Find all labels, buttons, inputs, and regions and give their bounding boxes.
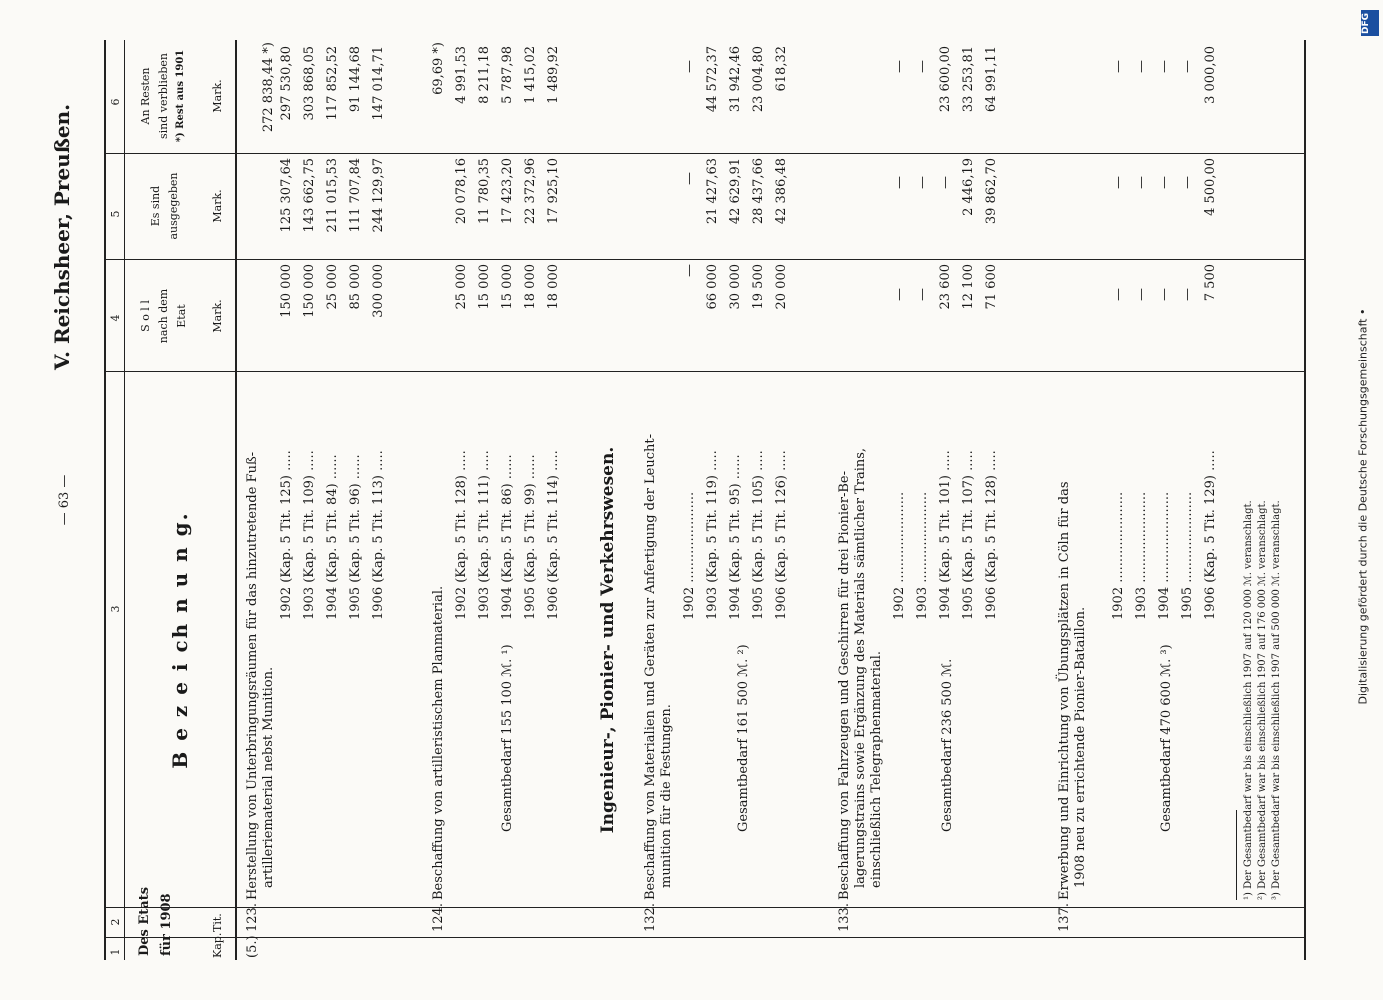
- s132-row-ausg: 21 427,63: [705, 158, 720, 225]
- s132-row-ausg: 42 629,91: [728, 158, 743, 225]
- s133-line1: Beschaffung von Fahrzeugen und Geschirren für drei Pionier-Be-: [837, 471, 852, 900]
- s137-row-rest: —: [1111, 60, 1126, 73]
- s124-row-ausg: 11 780,35: [477, 158, 492, 225]
- section-title: V. Reichsheer, Preußen.: [50, 103, 74, 370]
- s137-row-label: 1906 (Kap. 5 Tit. 129) .....: [1203, 450, 1218, 620]
- s132-row-soll: 30 000: [728, 264, 743, 310]
- s133-row-label: 1905 (Kap. 5 Tit. 107) .....: [961, 450, 976, 620]
- tit-124: 124.: [431, 903, 446, 932]
- col-number-5: 5: [109, 210, 122, 218]
- s137-row-ausg: —: [1180, 176, 1195, 189]
- table-top-rule: [104, 40, 106, 960]
- s132-row-label: 1904 (Kap. 5 Tit. 95) ......: [728, 454, 743, 620]
- s132-row-rest: —: [682, 60, 697, 73]
- s124-row-soll: 15 000: [500, 264, 515, 310]
- s123-row-label: 1904 (Kap. 5 Tit. 84) ......: [325, 454, 340, 620]
- head-soll-2: nach dem: [157, 288, 170, 344]
- head-ausg-1: Es sind: [149, 185, 162, 227]
- s124-row-soll: 18 000: [523, 264, 538, 310]
- head-ausg-unit: Mark.: [211, 189, 224, 223]
- s124-row-soll: 18 000: [546, 264, 561, 310]
- head-des-etats: Des Etats: [137, 886, 152, 956]
- s123-row-rest: 303 868,05: [302, 46, 317, 121]
- tit-137: 137.: [1057, 903, 1072, 932]
- s132-row-rest: 618,32: [774, 46, 789, 92]
- s137-row-soll: —: [1180, 288, 1195, 301]
- header-bottom-rule: [235, 40, 237, 960]
- footnote-3: ³) Der Gesamtbedarf war bis einschließlich 1907 auf 500 000 ℳ. veranschlagt.: [1271, 500, 1282, 900]
- s132-row-soll: —: [682, 264, 697, 277]
- s123-row-soll: 25 000: [325, 264, 340, 310]
- s123-row-rest: 297 530,80: [279, 46, 294, 121]
- s124-row-soll: 15 000: [477, 264, 492, 310]
- col-divider-3: [104, 371, 1304, 372]
- s133-row-ausg: —: [938, 176, 953, 189]
- s132-row-label: 1906 (Kap. 5 Tit. 126) .....: [774, 450, 789, 620]
- s137-row-label: 1902 ......................: [1111, 491, 1126, 620]
- s123-row-rest: 147 014,71: [371, 46, 386, 121]
- s137-row-soll: 7 500: [1203, 264, 1218, 302]
- s132-row-soll: 66 000: [705, 264, 720, 310]
- s123-row-rest: 117 852,52: [325, 46, 340, 121]
- s124-row-label: 1904 (Kap. 5 Tit. 86) ......: [500, 454, 515, 620]
- s132-line2: munition für die Festungen.: [659, 704, 674, 888]
- s133-row-rest: 64 991,11: [984, 46, 999, 113]
- tit-132: 132.: [643, 903, 658, 932]
- s124-row-rest: 1 489,92: [546, 46, 561, 104]
- tit-123: 123.: [245, 903, 260, 932]
- s124-row-label: 1905 (Kap. 5 Tit. 99) ......: [523, 454, 538, 620]
- s132-row-ausg: —: [682, 172, 697, 185]
- s133-total: Gesamtbedarf 236 500 ℳ.: [940, 658, 955, 832]
- head-bezeichnung: B e z e i ch n u n g.: [168, 511, 192, 769]
- s123-row-label: 1902 (Kap. 5 Tit. 125) .....: [279, 450, 294, 620]
- head-tit: Tit.: [211, 913, 224, 932]
- s133-row-ausg: 2 446,19: [961, 158, 976, 216]
- digitization-notice: [1353, 10, 1383, 990]
- head-fuer-1908: für 1908: [159, 893, 174, 956]
- s132-row-label: 1905 (Kap. 5 Tit. 105) .....: [751, 450, 766, 620]
- s137-row-label: 1905 ......................: [1180, 491, 1195, 620]
- s133-line2: lagerungstrains sowie Ergänzung des Materials sämtlicher Trains,: [853, 447, 868, 888]
- s123-row-soll: 300 000: [371, 264, 386, 318]
- head-kap: Kap.: [211, 932, 224, 958]
- s132-row-label: 1903 (Kap. 5 Tit. 119) .....: [705, 450, 720, 620]
- s123-row-soll: 85 000: [348, 264, 363, 310]
- s137-row-rest: —: [1157, 60, 1172, 73]
- head-ausg-2: ausgegeben: [167, 172, 180, 240]
- s132-row-rest: 44 572,37: [705, 46, 720, 113]
- col-number-3: 3: [109, 605, 122, 613]
- page-number: — 63 —: [57, 474, 72, 526]
- col-number-1: 1: [109, 948, 122, 956]
- col-divider-2: [104, 907, 1304, 908]
- head-soll-3: Etat: [175, 304, 188, 328]
- s137-row-soll: —: [1157, 288, 1172, 301]
- s132-row-rest: 31 942,46: [728, 46, 743, 113]
- s137-total: Gesamtbedarf 470 600 ℳ. ³): [1159, 644, 1174, 832]
- s137-row-ausg: 4 500,00: [1203, 158, 1218, 216]
- col-number-4: 4: [109, 314, 122, 322]
- col-divider-1: [104, 937, 1304, 938]
- head-rest-3: *) Rest aus 1901: [175, 49, 186, 143]
- s124-row-rest: 4 991,53: [454, 46, 469, 104]
- tit-133: 133.: [837, 903, 852, 932]
- s123-row-label: 1905 (Kap. 5 Tit. 96) ......: [348, 454, 363, 620]
- s124-total: Gesamtbedarf 155 100 ℳ. ¹): [500, 644, 515, 832]
- kap-value: (5.): [245, 935, 260, 958]
- s133-row-label: 1903 ......................: [915, 491, 930, 620]
- s123-line2: artilleriematerial nebst Munition.: [261, 666, 276, 888]
- head-soll-1: S o l l: [139, 300, 152, 332]
- s137-row-label: 1904 ......................: [1157, 491, 1172, 620]
- s123-row-ausg: 211 015,53: [325, 158, 340, 233]
- s124-row-rest: 8 211,18: [477, 46, 492, 104]
- s123-row-soll: 150 000: [302, 264, 317, 318]
- s137-row-ausg: —: [1157, 176, 1172, 189]
- col-divider-4: [104, 259, 1304, 260]
- footnote-rule: [1236, 810, 1237, 900]
- s133-row-soll: 23 600: [938, 264, 953, 310]
- footnote-2: ²) Der Gesamtbedarf war bis einschließlich 1907 auf 176 000 ℳ. veranschlagt.: [1257, 500, 1268, 900]
- s132-total: Gesamtbedarf 161 500 ℳ. ²): [736, 644, 751, 832]
- col-divider-5: [104, 153, 1304, 154]
- s123-row-label: 1903 (Kap. 5 Tit. 109) .....: [302, 450, 317, 620]
- s132-line1: Beschaffung von Materialien und Geräten zur Anfertigung der Leucht-: [643, 434, 658, 900]
- table-bottom-rule: [1304, 40, 1306, 960]
- s137-row-ausg: —: [1134, 176, 1149, 189]
- s123-rest-1901: 272 838,44 *): [261, 42, 276, 133]
- s123-line1: Herstellung von Unterbringungsräumen für das hinzutretende Fuß-: [245, 451, 260, 900]
- subheading-ingenieurwesen: Ingenieur-, Pionier- und Verkehrswesen.: [598, 446, 618, 834]
- s132-row-label: 1902 ......................: [682, 491, 697, 620]
- s133-row-rest: —: [915, 60, 930, 73]
- s133-row-ausg: —: [892, 176, 907, 189]
- s137-row-ausg: —: [1111, 176, 1126, 189]
- digitization-notice-text: Digitalisierung gefördert durch die Deutsche Forschungsgemeinschaft •: [1356, 308, 1370, 705]
- s133-row-rest: 33 253,81: [961, 46, 976, 113]
- col-number-2: 2: [109, 918, 122, 926]
- s124-row-rest: 1 415,02: [523, 46, 538, 104]
- s137-row-label: 1903 ......................: [1134, 491, 1149, 620]
- head-rest-2: sind verblieben: [157, 53, 170, 139]
- s123-row-ausg: 143 662,75: [302, 158, 317, 233]
- s133-line3: einschließlich Telegraphenmaterial.: [869, 650, 884, 888]
- s133-row-soll: —: [892, 288, 907, 301]
- s132-row-soll: 20 000: [774, 264, 789, 310]
- s123-row-ausg: 111 707,84: [348, 158, 363, 233]
- s133-row-rest: 23 600,00: [938, 46, 953, 113]
- s123-row-soll: 150 000: [279, 264, 294, 318]
- s137-row-rest: —: [1134, 60, 1149, 73]
- s137-row-rest: —: [1180, 60, 1195, 73]
- head-rest-1: An Resten: [139, 67, 152, 125]
- s124-row-ausg: 20 078,16: [454, 158, 469, 225]
- s124-row-ausg: 17 925,10: [546, 158, 561, 225]
- s132-row-rest: 23 004,80: [751, 46, 766, 113]
- s124-line1: Beschaffung von artilleristischem Planmaterial.: [431, 585, 446, 900]
- s133-row-soll: —: [915, 288, 930, 301]
- s133-row-soll: 12 100: [961, 264, 976, 310]
- s133-row-soll: 71 600: [984, 264, 999, 310]
- colnum-rule: [124, 40, 125, 960]
- s133-row-rest: —: [892, 60, 907, 73]
- s133-row-label: 1906 (Kap. 5 Tit. 128) .....: [984, 450, 999, 620]
- s123-row-ausg: 244 129,97: [371, 158, 386, 233]
- s123-row-label: 1906 (Kap. 5 Tit. 113) .....: [371, 450, 386, 620]
- s124-row-soll: 25 000: [454, 264, 469, 310]
- s133-row-ausg: —: [915, 176, 930, 189]
- s124-row-rest: 5 787,98: [500, 46, 515, 104]
- s124-row-label: 1903 (Kap. 5 Tit. 111) .....: [477, 450, 492, 620]
- s133-row-label: 1904 (Kap. 5 Tit. 101) .....: [938, 450, 953, 620]
- s124-row-ausg: 17 423,20: [500, 158, 515, 225]
- s137-line2: 1908 neu zu errichtende Pionier-Bataillon.: [1073, 606, 1088, 888]
- s123-row-rest: 91 144,68: [348, 46, 363, 113]
- s124-row-ausg: 22 372,96: [523, 158, 538, 225]
- s133-row-ausg: 39 862,70: [984, 158, 999, 225]
- s137-line1: Erwerbung und Einrichtung von Übungsplätzen in Cöln für das: [1057, 481, 1072, 900]
- s132-row-soll: 19 500: [751, 264, 766, 310]
- head-soll-unit: Mark.: [211, 299, 224, 333]
- footnote-1: ¹) Der Gesamtbedarf war bis einschließlich 1907 auf 120 000 ℳ. veranschlagt.: [1243, 500, 1254, 900]
- s137-row-soll: —: [1111, 288, 1126, 301]
- s124-row-label: 1902 (Kap. 5 Tit. 128) .....: [454, 450, 469, 620]
- col-number-6: 6: [109, 98, 122, 106]
- s132-row-ausg: 28 437,66: [751, 158, 766, 225]
- s137-row-rest: 3 000,00: [1203, 46, 1218, 104]
- s124-rest-1901: 69,69 *): [431, 42, 446, 95]
- head-rest-unit: Mark.: [211, 79, 224, 113]
- dfg-logo: DFG: [1361, 10, 1379, 36]
- s124-row-label: 1906 (Kap. 5 Tit. 114) .....: [546, 450, 561, 620]
- s137-row-soll: —: [1134, 288, 1149, 301]
- s123-row-ausg: 125 307,64: [279, 158, 294, 233]
- s132-row-ausg: 42 386,48: [774, 158, 789, 225]
- s133-row-label: 1902 ......................: [892, 491, 907, 620]
